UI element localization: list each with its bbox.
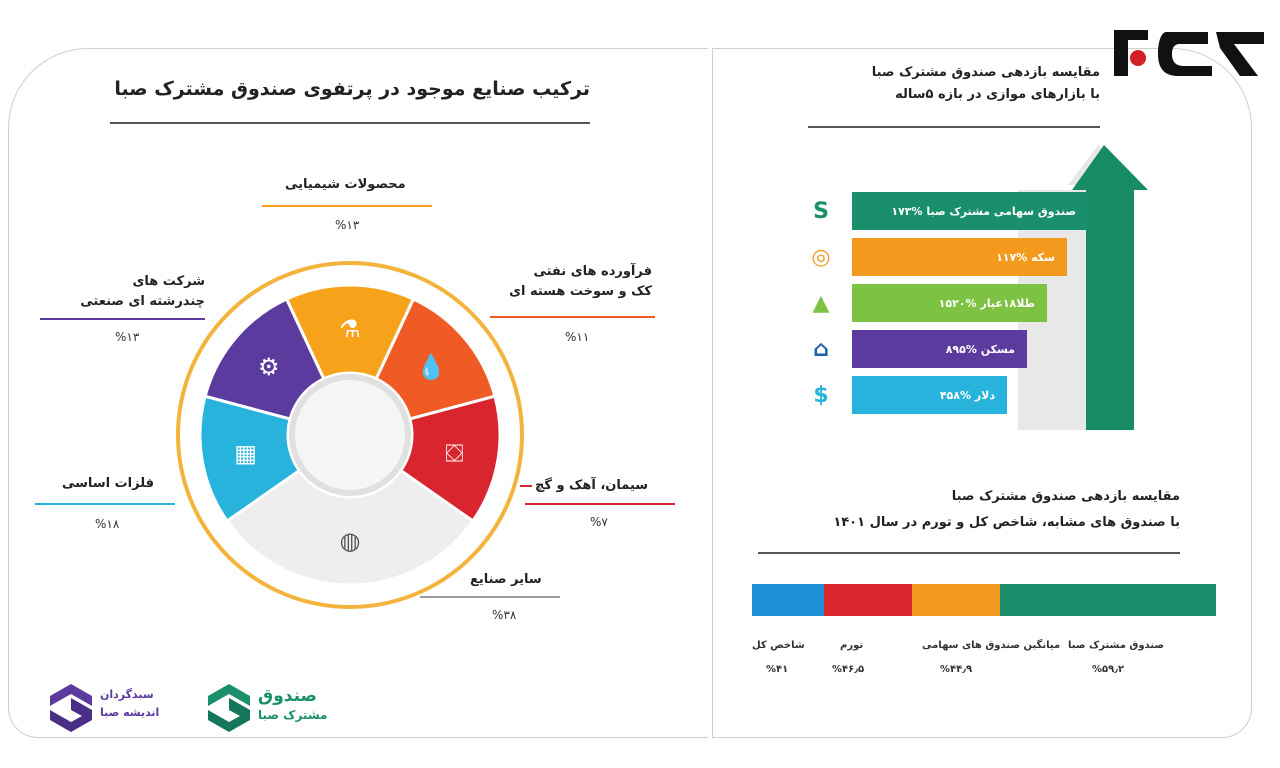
bar-gold: طلا۱۸عیار %۱۵۲۰ [852, 284, 1047, 322]
left-title-rule [110, 122, 590, 124]
pct-other: %۳۸ [492, 608, 517, 622]
gold-bars-icon: ▲ [812, 290, 830, 316]
right-title-1 [780, 62, 1100, 106]
coins-icon: ◎ [811, 244, 831, 270]
cement-bag-icon: ⛋ [445, 439, 464, 468]
bar-coin: سکه %۱۱۷ [852, 238, 1067, 276]
hbar-inflation [824, 584, 912, 616]
industry-donut-chart [170, 255, 530, 615]
right-title-1-text: مقایسه بازدهی صندوق مشترک صبا با بازارهای موازی در بازه ۵ساله [871, 65, 1100, 102]
hb-label-average: میانگین صندوق های سهامی [922, 640, 1061, 651]
company-logo-line2: اندیشه صبا [100, 706, 160, 719]
metal-bars-icon: ▦ [234, 439, 257, 468]
label-conglomerate [55, 272, 205, 312]
pct-oil-products: %۱۱ [565, 330, 590, 344]
label-cement: سیمان، آهک و گچ [535, 478, 649, 493]
fund-logo-line1: صندوق [258, 686, 317, 706]
hb-label-index: شاخص کل [752, 640, 805, 651]
bar-dollar: دلار %۴۵۸ [852, 376, 1007, 414]
label-metals: فلزات اساسی [62, 476, 155, 491]
gears-icon: ⚙ [258, 352, 280, 381]
line-metals [35, 503, 175, 505]
globe-icon: ◍ [339, 527, 361, 555]
line-cement-2 [525, 503, 675, 505]
line-conglomerate [40, 318, 205, 320]
hbar-index [752, 584, 824, 616]
pct-conglomerate: %۱۳ [115, 330, 140, 344]
hbar-saba [1000, 584, 1216, 616]
label-oil-products [492, 262, 652, 302]
pct-metals: %۱۸ [95, 517, 120, 531]
right-title-1-rule [808, 126, 1100, 128]
fund-logo-line2: مشترک صبا [258, 708, 328, 722]
fund-logo-icon [206, 682, 252, 734]
line-other [420, 596, 560, 598]
house-icon: ⌂ [813, 336, 829, 362]
right-title-2 [770, 484, 1180, 536]
line-oil-products [490, 316, 655, 318]
hb-label-saba: صندوق مشترک صبا [1068, 640, 1165, 651]
line-cement [520, 485, 532, 487]
saba-logo-icon: S [813, 198, 829, 224]
flask-icon: ⚗ [339, 315, 361, 343]
brand-logo [1108, 18, 1268, 88]
label-other: سایر صنایع [470, 572, 542, 587]
bar-housing: مسکن %۸۹۵ [852, 330, 1027, 368]
right-title-2-rule [758, 552, 1180, 554]
oil-drop-icon: 💧 [416, 352, 447, 381]
dollar-icon: $ [813, 382, 829, 408]
hb-pct-index: %۴۱ [766, 664, 789, 675]
label-chemical: محصولات شیمیایی [285, 177, 406, 192]
right-title-2-text: مقایسه بازدهی صندوق مشترک صبا با صندوق های مشابه، شاخص کل و تورم در سال ۱۴۰۱ [833, 489, 1180, 530]
company-logo-line1: سبدگردان [100, 688, 154, 701]
company-logo-icon [48, 682, 94, 734]
label-conglomerate-text: شرکت های چندرشته ای صنعتی [80, 274, 205, 309]
donut-center [292, 377, 408, 493]
hb-pct-inflation: %۴۶٫۵ [832, 664, 865, 675]
bar-saba-fund: صندوق سهامی مشترک صبا %۱۷۳ [852, 192, 1088, 230]
line-chemical [262, 205, 432, 207]
pct-chemical: %۱۳ [335, 218, 360, 232]
left-title: ترکیب صنایع موجود در پرتفوی صندوق مشترک صبا [114, 78, 590, 100]
pct-cement: %۷ [590, 515, 608, 529]
hb-label-inflation: تورم [840, 640, 864, 651]
hbar-average [912, 584, 1000, 616]
hb-pct-saba: %۵۹٫۲ [1092, 664, 1125, 675]
hb-pct-average: %۴۴٫۹ [940, 664, 973, 675]
label-oil-products-text: فرآورده های نفتی کک و سوخت هسته ای [509, 264, 652, 299]
